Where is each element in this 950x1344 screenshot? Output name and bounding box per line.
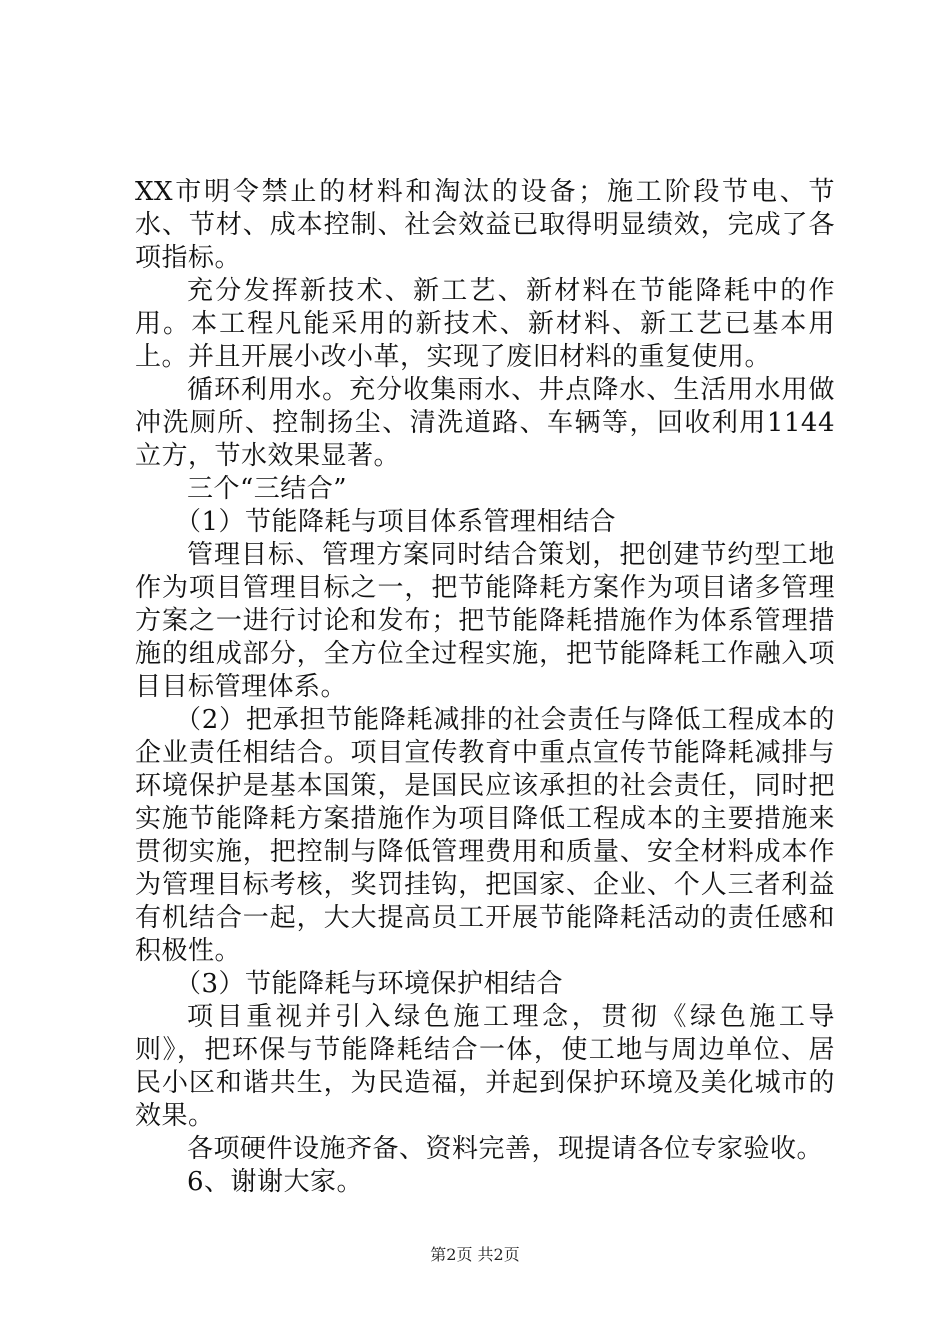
document-body — [135, 176, 835, 1199]
heading-item-1: （1）节能降耗与项目体系管理相结合 — [175, 507, 617, 537]
paragraph-management: 管理目标、管理方案同时结合策划，把创建节约型工地作为项目管理目标之一，把节能降耗方案作为项目诸多管理方案之一进行讨论和发布；把节能降耗措施作为体系管理措施的组成部分，全方位全过程实施，把节能降耗工作融入项目目标管理体系。 — [135, 540, 835, 702]
paragraph-item-2: （2）把承担节能降耗减排的社会责任与降低工程成本的企业责任相结合。项目宣传教育中重点宣传节能降耗减排与环境保护是基本国策，是国民应该承担的社会责任，同时把实施节能降耗方案措施作为项目降低工程成本的主要措施来贯彻实施，把控制与降低管理费用和质量、安全材料成本作为管理目标考核，奖罚挂钩，把国家、企业、个人三者利益有机结合一起，大大提高员工开展节能降耗活动的责任感和积极性。 — [135, 705, 835, 966]
paragraph-thanks: 6、谢谢大家。 — [187, 1167, 364, 1197]
paragraph-continuation: XX市明令禁止的材料和淘汰的设备；施工阶段节电、节水、节材、成本控制、社会效益已取得明显绩效，完成了各项指标。 — [135, 177, 835, 273]
paragraph-acceptance-request: 各项硬件设施齐备、资料完善，现提请各位专家验收。 — [187, 1134, 824, 1164]
heading-item-3: （3）节能降耗与环境保护相结合 — [175, 969, 564, 999]
page-footer: 第2页 共2页 — [430, 1245, 520, 1264]
paragraph-green-construction: 项目重视并引入绿色施工理念，贯彻《绿色施工导则》，把环保与节能降耗结合一体，使工地与周边单位、居民小区和谐共生，为民造福，并起到保护环境及美化城市的效果。 — [135, 1002, 835, 1131]
heading-three-combinations: 三个“三结合” — [187, 474, 348, 504]
paragraph-water-recycling: 循环利用水。充分收集雨水、井点降水、生活用水用做冲洗厕所、控制扬尘、清洗道路、车辆等，回收利用1144立方，节水效果显著。 — [135, 375, 835, 471]
paragraph-new-technology: 充分发挥新技术、新工艺、新材料在节能降耗中的作用。本工程凡能采用的新技术、新材料、新工艺已基本用上。并且开展小改小革，实现了废旧材料的重复使用。 — [135, 276, 835, 372]
